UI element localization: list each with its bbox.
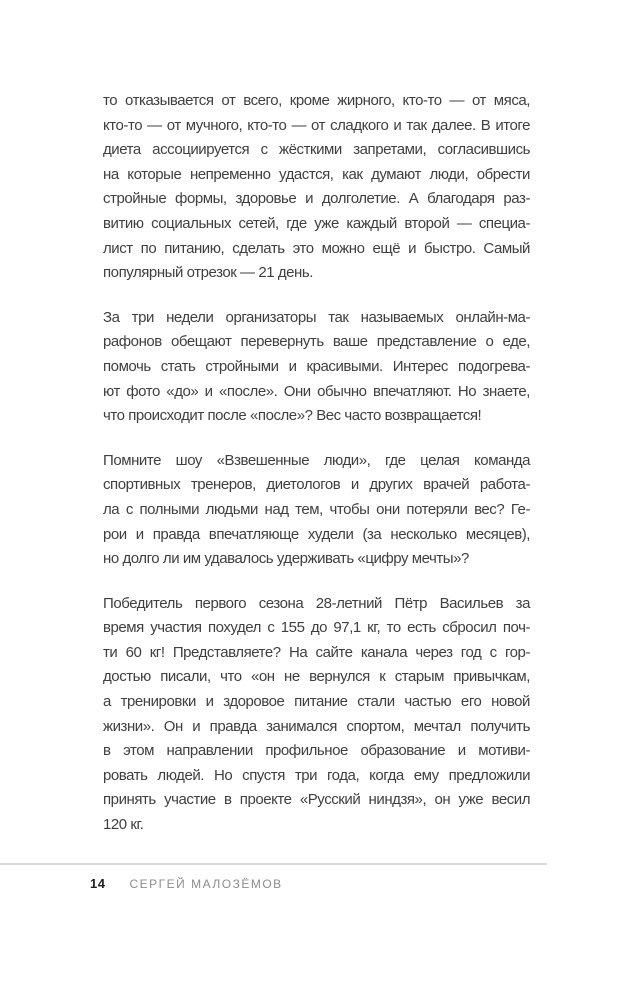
text-line: достью писали, что «он не вернулся к старым привычкам, (103, 668, 530, 686)
text-line: диета ассоциируется с жёсткими запретами, согласившись (103, 141, 530, 159)
text-line: Победитель первого сезона 28-летний Пётр Васильев за (103, 594, 530, 612)
paragraph (103, 306, 530, 429)
text-line: рафонов обещают перевернуть ваше представление о еде, (103, 333, 530, 351)
text-line: в этом направлении профильное образование и мотиви- (103, 742, 530, 760)
paragraph (103, 89, 530, 286)
text-line: что происходит после «после»? Вес часто возвращается! (103, 407, 482, 425)
text-line: то отказывается от всего, кроме жирного, кто-то — от мяса, (103, 92, 530, 109)
text-line: но долго ли им удавалось удерживать «цифру мечты»? (103, 550, 469, 568)
text-line: Помните шоу «Взвешенные люди», где целая команда (103, 451, 530, 469)
text-line: время участия похудел с 155 до 97,1 кг, то есть сбросил поч- (103, 619, 530, 637)
text-line: а тренировки и здоровое питание стали частью его новой (103, 693, 530, 711)
text-line: ровать людей. Но спустя три года, когда ему предложили (103, 766, 530, 784)
page-number: 14 (90, 876, 106, 891)
text-line: витию социальных сетей, где уже каждый второй — специа- (103, 214, 530, 232)
page-footer (90, 876, 283, 891)
page-text (103, 89, 530, 858)
paragraph (103, 449, 530, 572)
text-line: стройные формы, здоровье и долголетие. А благодаря раз- (103, 190, 530, 208)
paragraph (103, 592, 530, 838)
footer-divider (0, 863, 547, 865)
text-line: лист по питанию, сделать это можно ещё и быстро. Самый (103, 239, 530, 257)
text-line: кто-то — от мучного, кто-то — от сладкого и так далее. В итоге (103, 116, 530, 134)
text-line: ти 60 кг! Представляете? На сайте канала через год с гор- (103, 643, 530, 661)
running-title: СЕРГЕЙ МАЛОЗЁМОВ (129, 877, 283, 891)
text-line: принять участие в проекте «Русский ниндзя», он уже весил (103, 791, 530, 809)
text-line: помочь стать стройными и красивыми. Интерес подогрева- (103, 357, 530, 375)
text-line: на которые непременно удастся, как думают люди, обрести (103, 165, 530, 183)
text-line: рои и правда впечатляюще худели (за несколько месяцев), (103, 525, 530, 543)
text-line: жизни». Он и правда занимался спортом, мечтал получить (103, 717, 530, 735)
text-line: За три недели организаторы так называемых онлайн-ма- (103, 308, 530, 326)
text-line: ла с полными людьми над тем, чтобы они потеряли вес? Ге- (103, 500, 530, 518)
text-line: популярный отрезок — 21 день. (103, 264, 313, 282)
text-line: спортивных тренеров, диетологов и других врачей работа- (103, 476, 530, 494)
text-line: ют фото «до» и «после». Они обычно впечатляют. Но знаете, (103, 382, 530, 400)
text-line: 120 кг. (103, 816, 144, 834)
